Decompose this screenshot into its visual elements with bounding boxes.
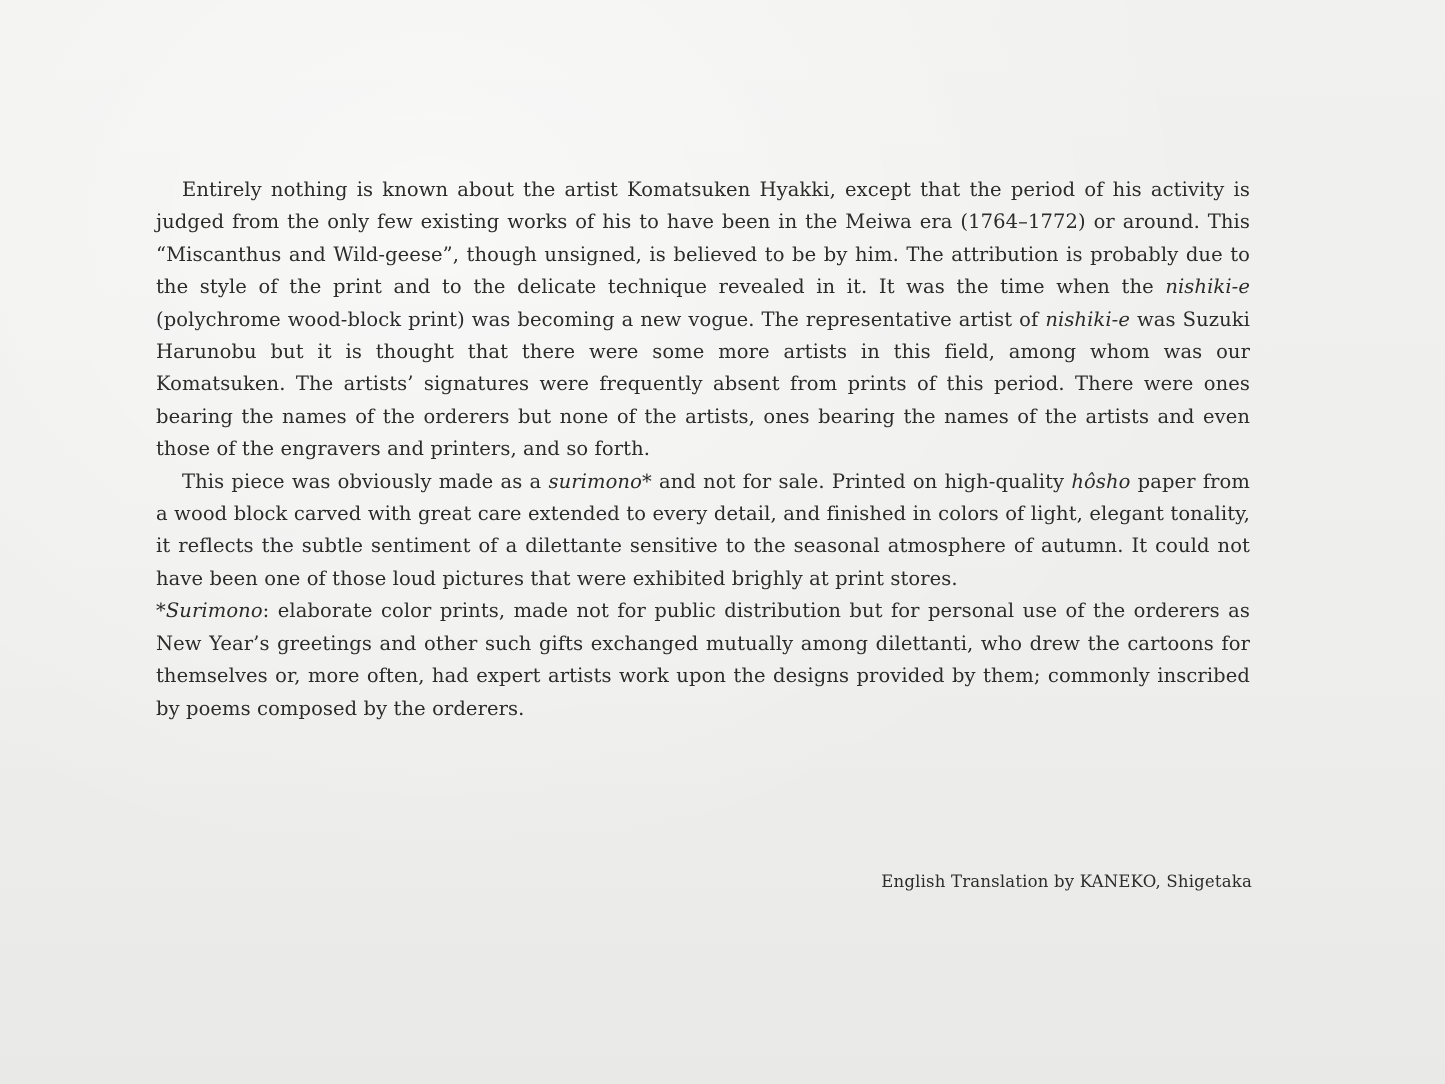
body-text: [156, 174, 1250, 725]
term-nishiki-e-2: nishiki-e: [1045, 307, 1131, 331]
term-surimono: surimono: [548, 469, 642, 493]
paragraph-2-text-a: This piece was obviously made as a: [182, 469, 549, 493]
term-nishiki-e: nishiki-e: [1165, 275, 1250, 299]
term-hosho: hôsho: [1071, 469, 1131, 493]
paragraph-1-text-a: Entirely nothing is known about the artist Komatsuken Hyakki, except that the period of his activity is judged from the only few existing works of his to have been in the Meiwa era (1764–1772) or around. This “Miscanthus and Wild-geese”, though unsigned, is believed to be by him. The attribution is probably due to the style of the print and to the delicate technique revealed in it. It was the time when the: [156, 178, 1250, 299]
paragraph-1: [156, 174, 1250, 466]
paragraph-2: [156, 466, 1250, 596]
footnote-text: : elaborate color prints, made not for public distribution but for personal use of the orderers as New Year’s greetings and other such gifts exchanged mutually among dilettanti, who drew the cartoons for themselves or, more often, had expert artists work upon the designs provided by them; commonly inscribed by poems composed by the orderers.: [156, 599, 1250, 720]
paragraph-2-text-b: * and not for sale. Printed on high-quality: [641, 469, 1072, 493]
paragraph-2-text-c: paper from a wood block carved with great care extended to every detail, and finished in colors of light, elegant tonality, it reflects the subtle sentiment of a dilettante sensitive to the seasonal atmosphere of autumn. It could not have been one of those loud pictures that were exhibited brighly at print stores.: [156, 469, 1250, 590]
footnote: [156, 595, 1250, 725]
paragraph-1-text-c: was Suzuki Harunobu but it is thought that there were some more artists in this field, among whom was our Komatsuken. The artists’ signatures were frequently absent from prints of this period. There were ones bearing the names of the orderers but none of the artists, ones bearing the names of the artists and even those of the engravers and printers, and so forth.: [156, 307, 1251, 461]
footnote-term: *Surimono: [156, 599, 263, 623]
translation-credit: English Translation by KANEKO, Shigetaka: [881, 872, 1252, 891]
paragraph-1-text-b: (polychrome wood-block print) was becoming a new vogue. The representative artist of: [156, 307, 1046, 331]
